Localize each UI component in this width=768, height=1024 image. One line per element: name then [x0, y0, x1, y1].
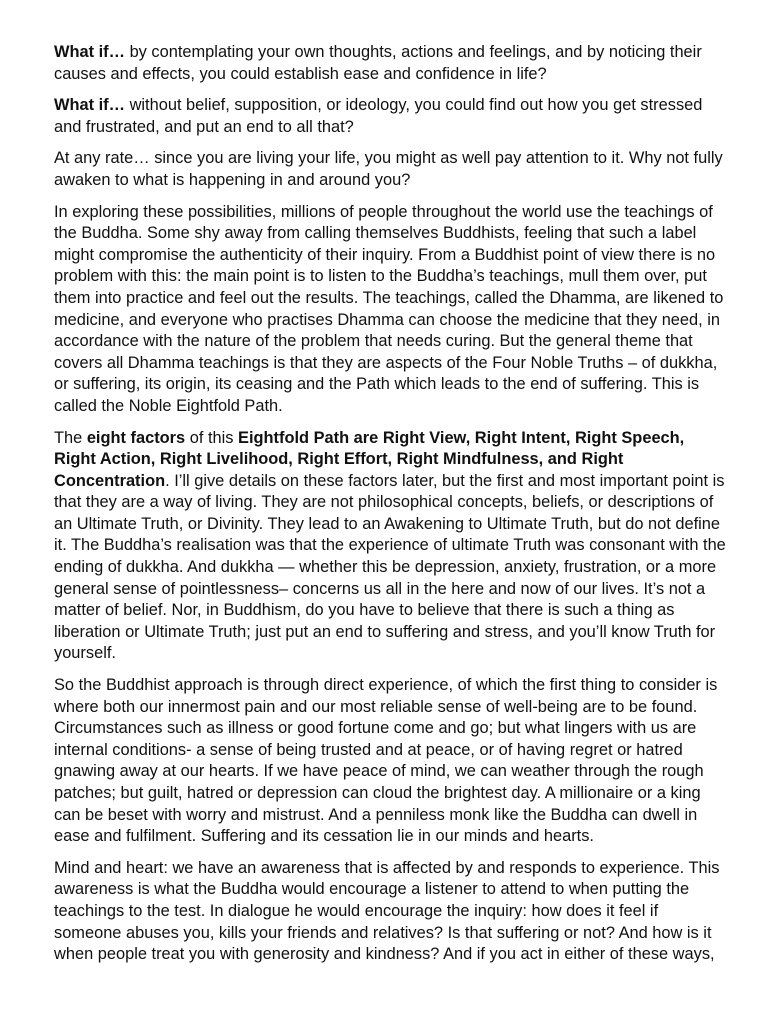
paragraph-lead: What if… [54, 96, 126, 115]
document-page [54, 42, 730, 976]
paragraph-text: by contemplating your own thoughts, actions and feelings, and by noticing their causes and effects, you could establish ease and confidence in life? [54, 43, 702, 83]
paragraph-text: of this [185, 428, 239, 447]
paragraph-what-if-contemplating [54, 42, 730, 85]
paragraph-mind-and-heart: Mind and heart: we have an awareness that is affected by and responds to experience. This awareness is what the Buddha would encourage a listener to attend to when putting the teachings to the test. In dialogue he would encourage the inquiry: how does it feel if someone abuses you, kills your friends and relatives? Is that suffering or not? And how is it when people treat you with generosity and kindness? And if you act in either of these ways, [54, 858, 720, 964]
paragraph-eight-factors [54, 428, 730, 666]
paragraph-direct-experience: So the Buddhist approach is through direct experience, of which the first thing to consider is where both our innermost pain and our most reliable sense of well-being are to be found. Circumstances such as illness or good fortune come and go; but what lingers with us are internal conditions- a sense of being trusted and at peace, or of having regret or hatred gnawing away at our hearts. If we have peace of mind, we can weather through the rough patches; but guilt, hatred or depression can cloud the brightest day. A millionaire or a king can be beset with worry and mistrust. And a penniless monk like the Buddha can dwell in ease and fulfilment. Suffering and its cessation lie in our minds and hearts. [54, 676, 718, 846]
paragraph-text: . I’ll give details on these factors later, but the first and most important point is that they are a way of living. They are not philosophical concepts, beliefs, or descriptions of an Ultimate Truth, or Divinity. They lead to an Awakening to Ultimate Truth, but do not define it. The Buddha’s realisation was that the experience of ultimate Truth was consonant with the ending of dukkha. And dukkha — whether this be depression, anxiety, frustration, or a more general sense of pointlessness– concerns us all in the here and now of our lives. It’s not a matter of belief. Nor, in Buddhism, do you have to believe that there is such a thing as liberation or Ultimate Truth; just put an end to suffering and stress, and you’ll know Truth for yourself. [54, 471, 726, 663]
paragraph-text: without belief, supposition, or ideology, you could find out how you get stressed and frustrated, and put an end to all that? [54, 96, 703, 136]
paragraph-exploring-possibilities: In exploring these possibilities, millions of people throughout the world use the teachings of the Buddha. Some shy away from calling themselves Buddhists, feeling that such a label might compromise the authenticity of their inquiry. From a Buddhist point of view there is no problem with this: the main point is to listen to the Buddha’s teachings, mull them over, put them into practice and feel out the results. The teachings, called the Dhamma, are likened to medicine, and everyone who practises Dhamma can choose the medicine that they need, in accordance with the nature of the problem that needs curing. But the general theme that covers all Dhamma teachings is that they are aspects of the Four Noble Truths – of dukkha, or suffering, its origin, its ceasing and the Path which leads to the end of suffering. This is called the Noble Eightfold Path. [54, 202, 724, 415]
paragraph-lead: What if… [54, 43, 126, 61]
bold-eightfold-path-list: Eightfold Path are Right View, Right Intent, Right Speech, Right Action, Right Livelihood, Right Effort, Right Mindfulness, and Right Concentration [54, 428, 685, 490]
paragraph-text: The [54, 428, 87, 447]
paragraph-at-any-rate: At any rate… since you are living your life, you might as well pay attention to it. Why not fully awaken to what is happening in and around you? [54, 149, 723, 189]
bold-eight-factors: eight factors [86, 428, 186, 447]
paragraph-what-if-without-belief [54, 95, 730, 138]
